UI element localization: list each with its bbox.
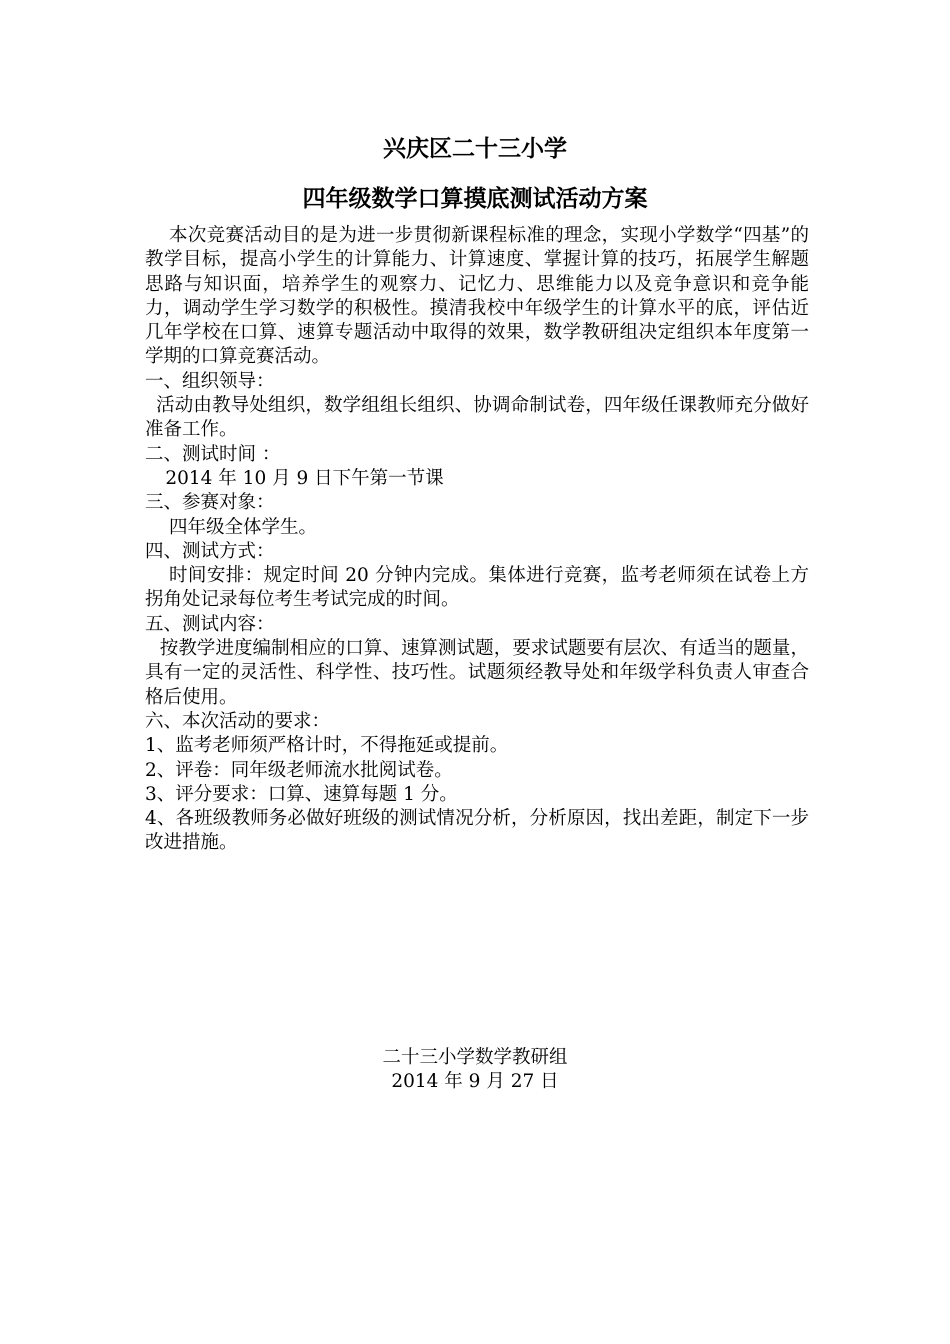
section-heading-participants: 三、参赛对象： — [145, 492, 275, 514]
section-heading-organization: 一、组织领导： — [145, 370, 275, 392]
requirement-item: 3、评分要求：口算、速算每题 1 分。 — [145, 783, 458, 805]
signature-date: 2014 年 9 月 27 日 — [391, 1071, 559, 1092]
document-subtitle: 四年级数学口算摸底测试活动方案 — [302, 185, 648, 212]
section-content-organization: 活动由教导处组织，数学组组长组织、协调命制试卷，四年级任课教师充分做好准备工作。 — [145, 395, 809, 441]
document-body — [145, 224, 809, 856]
section-content-method: 时间安排：规定时间 20 分钟内完成。集体进行竞赛，监考老师须在试卷上方拐角处记录每位考生考试完成的时间。 — [145, 565, 809, 611]
section-heading-content: 五、测试内容： — [145, 613, 275, 635]
section-content-time: 2014 年 10 月 9 日下午第一节课 — [165, 467, 444, 489]
intro-paragraph: 本次竞赛活动目的是为进一步贯彻新课程标准的理念，实现小学数学“四基”的教学目标，提高小学生的计算能力、计算速度、掌握计算的技巧，拓展学生解题思路与知识面，培养学生的观察力、记忆力、思维能力以及竞争意识和竞争能力，调动学生学习数学的积极性。摸清我校中年级学生的计算水平的底，评估近几年学校在口算、速算专题活动中取得的效果，数学教研组决定组织本年度第一学期的口算竞赛活动。 — [145, 225, 809, 368]
requirement-item: 2、评卷：同年级老师流水批阅试卷。 — [145, 759, 453, 781]
requirement-item: 1、监考老师须严格计时，不得拖延或提前。 — [145, 735, 509, 757]
signature-organization: 二十三小学数学教研组 — [382, 1047, 568, 1068]
section-content-participants: 四年级全体学生。 — [169, 516, 318, 538]
section-heading-time: 二、测试时间 ： — [145, 443, 281, 465]
section-heading-method: 四、测试方式： — [145, 540, 275, 562]
section-content-content: 按教学进度编制相应的口算、速算测试题，要求试题要有层次、有适当的题量，具有一定的灵活性、科学性、技巧性。试题须经教导处和年级学科负责人审查合格后使用。 — [145, 638, 809, 708]
requirement-item: 4、各班级教师务必做好班级的测试情况分析，分析原因，找出差距，制定下一步改进措施。 — [145, 808, 809, 854]
section-heading-requirements: 六、本次活动的要求： — [145, 710, 331, 732]
document-title: 兴庆区二十三小学 — [383, 135, 567, 162]
